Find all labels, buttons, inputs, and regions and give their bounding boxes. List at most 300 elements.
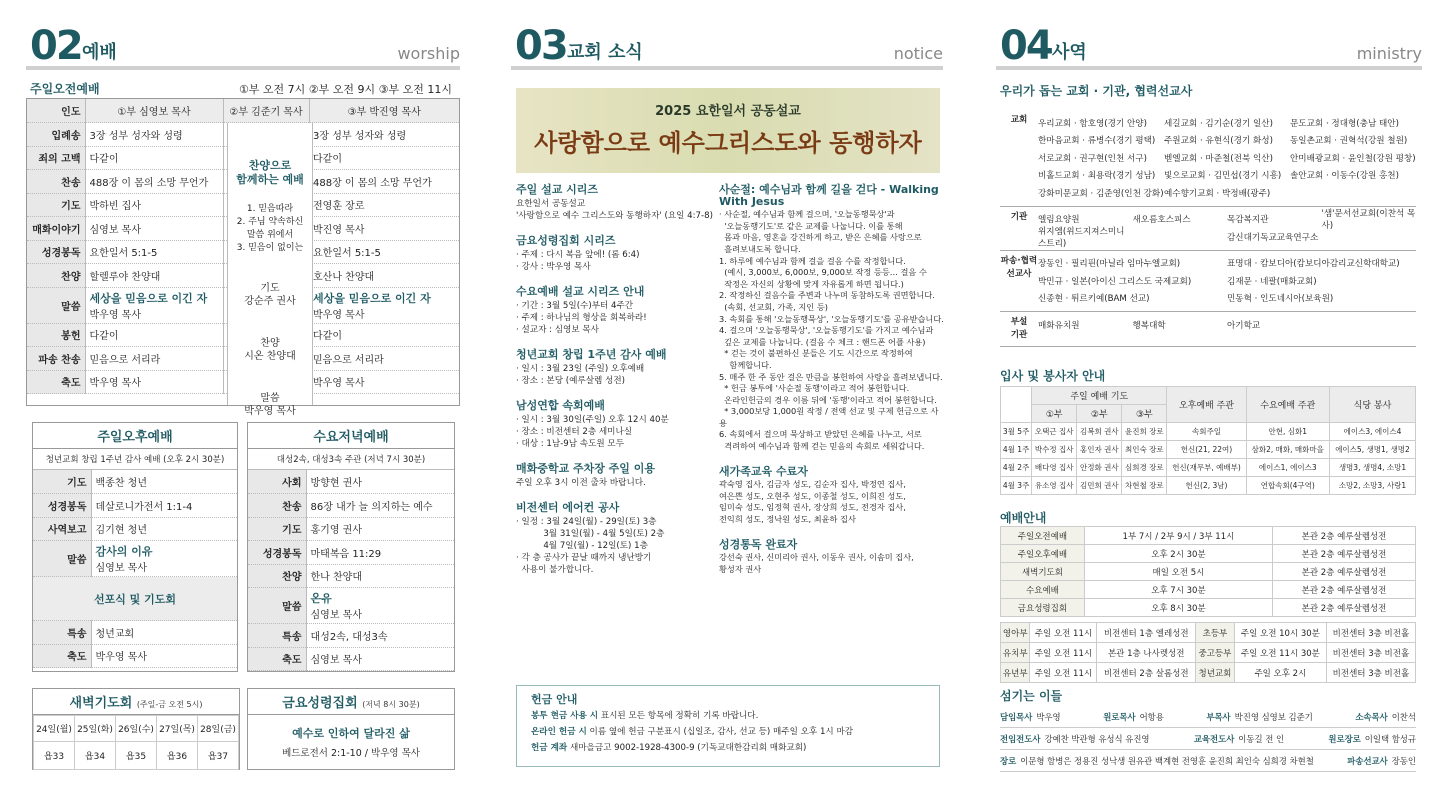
worship-name: 수요예배 — [1001, 581, 1085, 599]
banner-subtitle: 2025 요한일서 공동설교 — [655, 104, 801, 119]
sermon-series-banner — [516, 88, 940, 173]
partner-group — [1000, 207, 1416, 251]
serve-week: 4월 1주 — [1001, 441, 1032, 459]
service-row — [33, 470, 237, 494]
education-cell: 유치부 — [1001, 643, 1030, 663]
am-service-times: ①부 오전 7시 ②부 오전 9시 ③부 오전 11시 — [238, 83, 452, 96]
first-service-item: 심영보 목사 — [85, 217, 223, 241]
serve-cell: 심희경 장로 — [1122, 459, 1167, 477]
serve-cell: 박수정 집사 — [1032, 441, 1077, 459]
education-row — [1001, 663, 1416, 683]
notice-body: · 사순절, 예수님과 함께 걸으며, '오늘동행묵상'과 '오늘동행기도'로 같은 교제를 나눕니다. 이를 통해 몸과 마음, 영혼을 강건하게 하고, 받은 은혜를 사랑으로 흘려보내도록 합니다. 1. 하루에 예수님과 함께 걸을 걸음 수를 작정합니다. (예시, 3,000보, 6,000보, 9,000보 작정 등등… 걸음 수 작정은 자신의 상황에 맞게 자유롭게 하면 됩니다.) 2. 작정하신 걸음수를 주변과 나누며 동참하도록 권면합니다. (속회, 선교회, 가족, 지인 등) 3. 속회를 통해 '오늘동행묵상', '오늘동행기도'를 공유받습니다. 4. 걸으며 '오늘동행묵상', '오늘동행기도'를 가지고 예수님과 깊은 교제를 나눕니다. (걸음 수 체크 : 핸드폰 어플 사용) * 걷는 것이 불편하신 분들은 기도 시간으로 작정하여 함께합니다. 5. 매주 한 주 동안 걸은 만큼을 봉헌하여 사랑을 흘려보냅니다. * 헌금 봉투에 '사순절 동행'이라고 적어 봉헌합니다. 온라인헌금의 경우 이름 뒤에 '동행'이라고 적어 봉헌합니다. * 3,000보당 1,000원 작정 / 전액 선교 및 구제 헌금으로 사용 6. 속회에서 걸으며 묵상하고 받았던 은혜를 나누고, 서로 격려하여 예수님과 함께 걷는 믿음의 속회로 세워갑니다. — [719, 209, 944, 452]
serve-cell: 차현철 장로 — [1122, 477, 1167, 495]
am-row-label: 기도 — [27, 193, 85, 217]
service-row-label: 기도 — [33, 470, 91, 494]
staff-entry — [1355, 711, 1416, 723]
service-row-value: 홍기영 권사 — [306, 517, 454, 541]
service-row-value — [306, 588, 454, 624]
third-service-item: 믿음으로 서리라 — [309, 347, 459, 371]
partner-group — [1000, 251, 1416, 313]
serve-cell: 속회주일 — [1167, 423, 1246, 441]
am-row-label: 찬송 — [27, 170, 85, 194]
pm-service-subtitle: 청년교회 창립 1주년 감사 예배 (오후 2시 30분) — [33, 449, 237, 470]
third-service-item: 요한일서 5:1-5 — [309, 240, 459, 264]
third-service-item: 488장 이 몸의 소망 무언가 — [309, 170, 459, 194]
section-header — [996, 20, 1422, 70]
service-row-label: 기도 — [248, 517, 306, 541]
second-service-choir: 찬양 시온 찬양대 — [244, 338, 296, 362]
notice-heading: 사순절: 예수님과 함께 길을 걷다 - Walking With Jesus — [719, 183, 939, 208]
staff-names: 이일택 함성규 — [1364, 733, 1416, 744]
leader-3: ③부 박진영 목사 — [309, 99, 459, 123]
partner-entry: 목감복지관 — [1227, 215, 1269, 226]
service-volunteers-title: 입사 및 봉사자 안내 — [1000, 369, 1106, 383]
partner-entry: 장동인 · 필리핀(마닐라 임마누엘교회) — [1038, 259, 1181, 270]
third-service-item: 박우영 목사 — [309, 370, 459, 394]
dawn-day: 28일(금) — [198, 716, 239, 742]
offering-info-box — [516, 685, 940, 767]
leader-2: ②부 김준기 목사 — [223, 99, 309, 123]
partner-group — [1000, 110, 1416, 207]
first-service-item: 박우영 목사 — [85, 370, 223, 394]
section-title: 예배 — [82, 42, 117, 63]
am-row-label: 성경봉독 — [27, 240, 85, 264]
service-number: ①부 — [1032, 405, 1077, 423]
serve-cell: 안정화 권사 — [1077, 459, 1122, 477]
service-row-label: 특송 — [33, 621, 91, 645]
friday-sermon-title: 예수로 인하여 달라진 삶 — [292, 727, 410, 740]
partner-entry: 벧엘교회 · 마준철(전북 익산) — [1164, 153, 1273, 164]
notice-item — [516, 286, 716, 336]
service-row — [248, 541, 454, 565]
education-cell: 유년부 — [1001, 663, 1030, 683]
sermon-title: 온유 — [310, 592, 332, 605]
partner-row — [1038, 255, 1416, 273]
am-row-label: 입례송 — [27, 123, 85, 147]
service-row-value: 백종찬 청년 — [91, 470, 237, 494]
staff-names: 강예찬 박관형 유성식 유진영 — [1044, 733, 1150, 744]
education-cell: 비전센터 2층 살롬성전 — [1097, 663, 1196, 683]
serve-row — [1001, 477, 1416, 495]
staff-title: 섬기는 이들 — [1000, 689, 1063, 703]
serve-cell: 홍인자 권사 — [1077, 441, 1122, 459]
notice-body: 주일 오후 3시 이전 출차 바랍니다. — [516, 478, 646, 488]
notice-body: · 일정 : 3월 24일(월) - 29일(토) 3층 3월 31일(월) - 4월 5일(토) 2층 4월 7일(월) - 12일(토) 1층 · 각 층 공사가 끝날 때까지 냉난방기 사용이 불가합니다. — [516, 517, 665, 575]
dawn-bible-ref: 욥37 — [198, 742, 239, 770]
friday-meeting-time: (저녁 8시 30분) — [362, 700, 420, 709]
wed-service-title: 수요저녁예배 — [248, 423, 454, 449]
first-service-item: 할렐루야 찬양대 — [85, 264, 223, 288]
notice-heading: 매화중학교 주차장 주일 이용 — [516, 462, 655, 475]
staff-role: 장로 — [1000, 755, 1017, 766]
worship-time: 오후 8시 30분 — [1084, 599, 1272, 617]
worship-name: 새벽기도회 — [1001, 563, 1085, 581]
partner-group-body — [1038, 114, 1416, 202]
offering-online-label: 온라인 헌금 시 — [531, 727, 587, 737]
education-cell: 본관 1층 나사렛성전 — [1097, 643, 1196, 663]
section-header — [26, 20, 460, 70]
notice-body: 곽숙영 집사, 김금자 성도, 김순자 집사, 박정연 집사, 여은쁜 성도, 오현주 성도, 이종철 성도, 이희진 성도, 임미숙 성도, 임정혁 권사, 장상희 성도, 전경자 집사, 전익희 성도, 정낙원 성도, 최윤하 집사 — [719, 479, 906, 525]
leader-label: 인도 — [27, 99, 85, 123]
sermon-title: 세상을 믿음으로 이긴 자 — [313, 291, 431, 305]
dawn-refs-row — [34, 742, 239, 770]
special-program: 선포식 및 기도회 — [33, 577, 237, 621]
partner-row — [1038, 167, 1416, 185]
am-row-label: 죄의 고백 — [27, 146, 85, 170]
notice-body: 요한일서 공동설교 '사랑함으로 예수 그리스도와 동행하자' (요일 4:7-8) — [516, 199, 713, 221]
notice-item — [719, 184, 945, 453]
partner-row — [1038, 272, 1416, 290]
partner-entry: 위지엠(위드지져스미니스트리) — [1038, 226, 1125, 249]
am-row-label: 축도 — [27, 370, 85, 394]
serve-cell: 소망2, 소망3, 사랑1 — [1329, 477, 1415, 495]
first-service-item: 3장 성부 성자와 성령 — [85, 123, 223, 147]
leader-1: ①부 심영보 목사 — [85, 99, 223, 123]
worship-guide-row — [1001, 527, 1416, 545]
partner-entry: 우리교회 · 함호영(경기 안양) — [1038, 118, 1147, 129]
partner-entry: 강화미문교회 · 김준영(인천 강화) — [1038, 188, 1164, 199]
worship-name: 주일오후예배 — [1001, 545, 1085, 563]
staff-role: 부목사 — [1206, 711, 1231, 722]
worship-guide-row — [1001, 581, 1416, 599]
service-row — [33, 577, 237, 621]
education-cell: 비전센터 3층 비전홀 — [1326, 623, 1415, 643]
partner-group-label: 기관 — [1010, 211, 1028, 222]
second-service-sermon: 말씀 박우영 목사 — [244, 393, 296, 417]
serve-cell: 삼화2, 매화, 매화마을 — [1246, 441, 1329, 459]
notice-item — [719, 466, 945, 526]
worship-time: 오후 2시 30분 — [1084, 545, 1272, 563]
staff-names: 장동인 — [1391, 755, 1416, 766]
first-service-item: 요한일서 5:1-5 — [85, 240, 223, 264]
education-cell: 주일 오후 2시 — [1234, 663, 1326, 683]
offering-account-label: 헌금 계좌 — [531, 743, 568, 753]
staff-names: 박우영 — [1036, 711, 1061, 722]
dawn-prayer-time: (주일-금 오전 5시) — [136, 700, 203, 709]
staff-entry — [1194, 733, 1284, 745]
serve-week: 4월 2주 — [1001, 459, 1032, 477]
staff-names: 이문형 함병은 정용진 성낙생 원유관 백계현 전영훈 윤진희 최인숙 심희경 차현철 — [1020, 755, 1314, 766]
notice-heading: 새가족교육 수료자 — [719, 464, 808, 478]
service-row — [33, 644, 237, 668]
staff-entry — [1000, 711, 1061, 723]
staff-role: 교육전도사 — [1193, 733, 1235, 744]
serve-cell: 에이스5, 생명1, 생명2 — [1329, 441, 1415, 459]
third-service-item: 호산나 찬양대 — [309, 264, 459, 288]
serve-cell: 생명3, 생명4, 소망1 — [1329, 459, 1415, 477]
service-row-value: 김기현 청년 — [91, 517, 237, 541]
first-service-item: 박하빈 집사 — [85, 193, 223, 217]
section-title: 사역 — [1052, 42, 1087, 63]
notice-item — [516, 184, 716, 222]
service-row-value: 한나 찬양대 — [306, 564, 454, 588]
serve-cell: 연합속회(4구역) — [1246, 477, 1329, 495]
serve-week: 3월 5주 — [1001, 423, 1032, 441]
serve-cell: 에이스1, 에이스3 — [1246, 459, 1329, 477]
service-row-value: 청년교회 — [91, 621, 237, 645]
blank-cell — [1001, 387, 1032, 423]
partner-entry: 감신대기독교교육연구소 — [1227, 232, 1319, 243]
offering-account-text: 새마을금고 9002-1928-4300-9 (기독교대한감리회 매화교회) — [569, 743, 807, 753]
service-row — [248, 517, 454, 541]
notice-heading: 남성연합 속회예배 — [516, 399, 605, 412]
ministry-section — [996, 20, 1422, 784]
notice-body: · 일시 : 3월 23일 (주일) 오후예배 · 장소 : 본당 (예루살렘 성전) — [516, 364, 645, 386]
pm-service-title: 주일오후예배 — [33, 423, 237, 449]
dawn-day: 24일(월) — [34, 716, 75, 742]
preacher: 박우영 목사 — [89, 309, 141, 321]
second-service-column — [227, 123, 313, 417]
staff-role: 파송선교사 — [1347, 755, 1388, 766]
third-service-item: 다같이 — [309, 146, 459, 170]
partner-entry: '샘'문서선교회(이찬석 목사) — [1321, 209, 1416, 232]
friday-meeting-box — [247, 688, 455, 770]
education-cell: 주일 오전 11시 30분 — [1234, 643, 1326, 663]
pm-service-box — [32, 422, 238, 672]
second-service-prayer: 기도 강순주 권사 — [244, 283, 296, 307]
dawn-bible-ref: 욥34 — [75, 742, 116, 770]
partner-entry: 세길교회 · 김기순(경기 일산) — [1164, 118, 1273, 129]
worship-place: 본관 2층 예루살렘성전 — [1272, 563, 1415, 581]
worship-guide-row — [1001, 563, 1416, 581]
partner-group-body — [1038, 316, 1416, 342]
am-service-title: 주일오전예배 — [30, 82, 100, 96]
serve-header: 수요예배 주관 — [1246, 387, 1329, 423]
section-english-title: notice — [893, 44, 943, 63]
service-number: ③부 — [1122, 405, 1167, 423]
partner-entry: 표명대 · 캄보디아(캄보디아감리교신학대학교) — [1227, 259, 1400, 270]
staff-entry — [1000, 733, 1150, 745]
staff-row — [1000, 728, 1416, 750]
service-row-label: 축도 — [33, 644, 91, 668]
notice-left-column — [516, 184, 716, 589]
third-service-item — [309, 287, 459, 323]
offering-online-text: 이름 옆에 헌금 구분표시 (십일조, 감사, 선교 등) 매주일 오후 1시 마감 — [589, 727, 854, 737]
service-row-label: 축도 — [248, 647, 306, 671]
first-service-item — [85, 287, 223, 323]
serve-cell: 헌신(21, 22여) — [1167, 441, 1246, 459]
staff-names: 어항용 — [1139, 711, 1164, 722]
notice-section — [511, 20, 943, 784]
staff-names: 박진영 심영보 김준기 — [1234, 711, 1313, 722]
serve-cell: 김민희 권사 — [1077, 477, 1122, 495]
partner-entry: 김재문 · 네팔(매화교회) — [1227, 276, 1317, 287]
dawn-day: 26일(수) — [116, 716, 157, 742]
banner-title: 사랑함으로 예수그리스도와 동행하자 — [534, 128, 922, 157]
education-cell: 비전센터 3층 비전홀 — [1326, 643, 1415, 663]
serve-cell: 유소영 집사 — [1032, 477, 1077, 495]
partner-row — [1038, 114, 1416, 132]
notice-item — [719, 539, 945, 576]
staff-list — [1000, 706, 1416, 772]
worship-place: 본관 2층 예루살렘성전 — [1272, 599, 1415, 617]
dawn-bible-ref: 욥33 — [34, 742, 75, 770]
am-service-table — [26, 98, 460, 417]
education-cell: 비전센터 3층 비전홀 — [1326, 663, 1415, 683]
notice-body: 강선숙 권사, 신미리아 권사, 이동우 권사, 이솜미 집사, 황성자 권사 — [719, 552, 914, 574]
service-row — [33, 541, 237, 577]
section-number: 04 — [1000, 23, 1052, 69]
partner-entry: 안미배광교회 · 윤인철(강원 평창) — [1290, 153, 1416, 164]
worship-name: 금요성령집회 — [1001, 599, 1085, 617]
service-row — [248, 470, 454, 494]
partner-group-label: 부설 기관 — [1010, 317, 1028, 340]
partner-row — [1038, 184, 1416, 202]
service-number: ②부 — [1077, 405, 1122, 423]
worship-name: 주일오전예배 — [1001, 527, 1085, 545]
worship-place: 본관 2층 예루살렘성전 — [1272, 527, 1415, 545]
third-service-item: 다같이 — [309, 323, 459, 347]
worship-time: 매일 오전 5시 — [1084, 563, 1272, 581]
partner-entry: 빛으로교회 · 김민섭(경기 시흥) — [1164, 171, 1282, 182]
wed-service-box — [247, 422, 455, 672]
service-row-value: 데살로니가전서 1:1-4 — [91, 494, 237, 518]
serve-cell: 에이스3, 에이스4 — [1329, 423, 1415, 441]
staff-entry — [1103, 711, 1164, 723]
service-row — [248, 588, 454, 624]
notice-body: · 기간 : 3월 5일(수)부터 4주간 · 주제 : 하나님의 형상을 회복하라! · 설교자 : 심영보 목사 — [516, 301, 647, 335]
partner-entry: 새오름호스피스 — [1132, 215, 1191, 226]
education-cell: 주일 오전 11시 — [1030, 623, 1097, 643]
worship-place: 본관 2층 예루살렘성전 — [1272, 581, 1415, 599]
offering-envelope-label: 봉투 현금 사용 시 — [531, 711, 599, 721]
sermon-title: 세상을 믿음으로 이긴 자 — [89, 291, 208, 305]
partner-entry: 예수향기교회 · 박정배(광주) — [1164, 188, 1271, 199]
serve-header: 오후예배 주관 — [1167, 387, 1246, 423]
worship-guide-row — [1001, 599, 1416, 617]
third-service-item: 3장 성부 성자와 성령 — [309, 123, 459, 147]
education-row — [1001, 623, 1416, 643]
first-service-item: 488장 이 몸의 소망 무언가 — [85, 170, 223, 194]
service-row-label: 성경봉독 — [33, 494, 91, 518]
partner-entry: 한마음교회 · 류병수(경기 평택) — [1038, 136, 1156, 147]
partner-entry: 아기학교 — [1227, 320, 1261, 331]
education-cell: 중고등부 — [1195, 643, 1234, 663]
serve-cell: 헌신(재무부, 예배부) — [1167, 459, 1246, 477]
notice-heading: 수요예배 설교 시리즈 안내 — [516, 285, 645, 298]
partner-entry: 동일촌교회 · 권혁석(강원 철원) — [1290, 136, 1408, 147]
service-row-label: 사역보고 — [33, 517, 91, 541]
worship-time: 오후 7시 30분 — [1084, 581, 1272, 599]
staff-role: 소속목사 — [1355, 711, 1388, 722]
notice-right-column — [719, 184, 945, 588]
service-row-label: 사회 — [248, 470, 306, 494]
serve-cell: 윤진희 장로 — [1122, 423, 1167, 441]
praise-list: 1. 믿음따라 2. 주님 약속하신 말씀 위에서 3. 믿음이 없이는 — [236, 204, 304, 253]
serve-cell: 오택근 집사 — [1032, 423, 1077, 441]
education-cell: 초등부 — [1195, 623, 1234, 643]
first-service-item: 다같이 — [85, 323, 223, 347]
worship-time: 1부 7시 / 2부 9시 / 3부 11시 — [1084, 527, 1272, 545]
staff-role: 원로장로 — [1328, 733, 1361, 744]
am-row-label: 말씀 — [27, 287, 85, 323]
education-cell: 청년교회 — [1195, 663, 1234, 683]
worship-guide-title: 예배안내 — [1000, 511, 1047, 525]
partner-row — [1038, 149, 1416, 167]
serve-header: 식당 봉사 — [1329, 387, 1415, 423]
serve-row — [1001, 423, 1416, 441]
service-row — [248, 564, 454, 588]
dawn-day: 25일(화) — [75, 716, 116, 742]
partner-entry: 문도교회 · 정대형(충남 태안) — [1290, 118, 1399, 129]
preacher: 박우영 목사 — [313, 309, 365, 321]
partner-row — [1038, 290, 1416, 308]
notice-item — [516, 502, 716, 576]
partner-entry: 주원교회 · 유현식(경기 화성) — [1164, 136, 1273, 147]
partner-group-label: 파송·협력 선교사 — [1000, 255, 1038, 279]
notice-heading: 청년교회 창립 1주년 감사 예배 — [516, 348, 667, 361]
section-number: 02 — [30, 23, 82, 69]
service-row — [248, 624, 454, 648]
partner-entry: 비홀드교회 · 최용락(경기 성남) — [1038, 171, 1156, 182]
dawn-prayer-box — [32, 688, 240, 770]
service-row-label: 찬양 — [248, 564, 306, 588]
dawn-day: 27일(목) — [157, 716, 198, 742]
worship-place: 본관 2층 예루살렘성전 — [1272, 545, 1415, 563]
service-row-label: 특송 — [248, 624, 306, 648]
praise-worship-title: 찬양으로 함께하는 예배 — [236, 159, 304, 186]
preacher: 심영보 목사 — [95, 563, 147, 574]
am-row-label: 찬양 — [27, 264, 85, 288]
am-row-label: 봉헌 — [27, 323, 85, 347]
staff-entry — [1206, 711, 1312, 723]
friday-sermon-reference: 베드로전서 2:1-10 / 박우영 목사 — [282, 748, 420, 759]
partner-entry: 매화유치원 — [1038, 320, 1080, 331]
notice-body: · 주제 : 다시 복음 앞에! (롬 6:4) · 강사 : 박우영 목사 — [516, 250, 640, 272]
staff-entry — [1328, 733, 1416, 745]
staff-names: 이찬석 — [1391, 711, 1416, 722]
notice-item — [516, 235, 716, 273]
notice-heading: 주일 설교 시리즈 — [516, 183, 599, 196]
service-row-value — [91, 541, 237, 577]
preacher: 심영보 목사 — [310, 610, 362, 621]
serve-head-row — [1001, 387, 1416, 405]
serve-cell: 김복희 권사 — [1077, 423, 1122, 441]
section-english-title: worship — [397, 44, 460, 63]
sermon-title: 감사의 이유 — [95, 545, 153, 558]
dawn-bible-ref: 욥36 — [157, 742, 198, 770]
serve-cell: 헌신(2, 3남) — [1167, 477, 1246, 495]
staff-role: 담임목사 — [1000, 711, 1033, 722]
partner-entry: 신종현 · 튀르키예(BAM 선교) — [1038, 294, 1150, 305]
staff-row — [1000, 706, 1416, 728]
offering-envelope-text: 표시된 모든 항목에 정확히 기록 바랍니다. — [600, 711, 759, 721]
partner-entry: 박민규 · 일본(아이신 그리스도 국제교회) — [1038, 276, 1192, 287]
section-english-title: ministry — [1356, 44, 1422, 63]
first-service-item: 다같이 — [85, 146, 223, 170]
service-row-value: 마태복음 11:29 — [306, 541, 454, 565]
service-row-value: 방향현 권사 — [306, 470, 454, 494]
serve-cell: 배다영 집사 — [1032, 459, 1077, 477]
partner-entry: 행복대학 — [1132, 320, 1166, 331]
notice-heading: 비전센터 에어컨 공사 — [516, 501, 620, 514]
service-row — [248, 494, 454, 518]
first-service-item: 믿음으로 서리라 — [85, 347, 223, 371]
wed-service-subtitle: 대성2속, 대성3속 주관 (저녁 7시 30분) — [248, 449, 454, 470]
education-row — [1001, 643, 1416, 663]
notice-item — [516, 400, 716, 450]
partner-group-body — [1038, 255, 1416, 308]
service-row — [33, 494, 237, 518]
prayer-header: 주일 예배 기도 — [1032, 387, 1167, 405]
service-row-label: 성경봉독 — [248, 541, 306, 565]
partner-entry: 민동혁 · 인도네시아(보육원) — [1227, 294, 1334, 305]
education-cell: 비전센터 1층 엘레성전 — [1097, 623, 1196, 643]
partner-entry: 엘림요양원 — [1038, 215, 1080, 226]
serve-week: 4월 3주 — [1001, 477, 1032, 495]
service-row-value: 심영보 목사 — [306, 647, 454, 671]
serve-cell: 최인숙 장로 — [1122, 441, 1167, 459]
